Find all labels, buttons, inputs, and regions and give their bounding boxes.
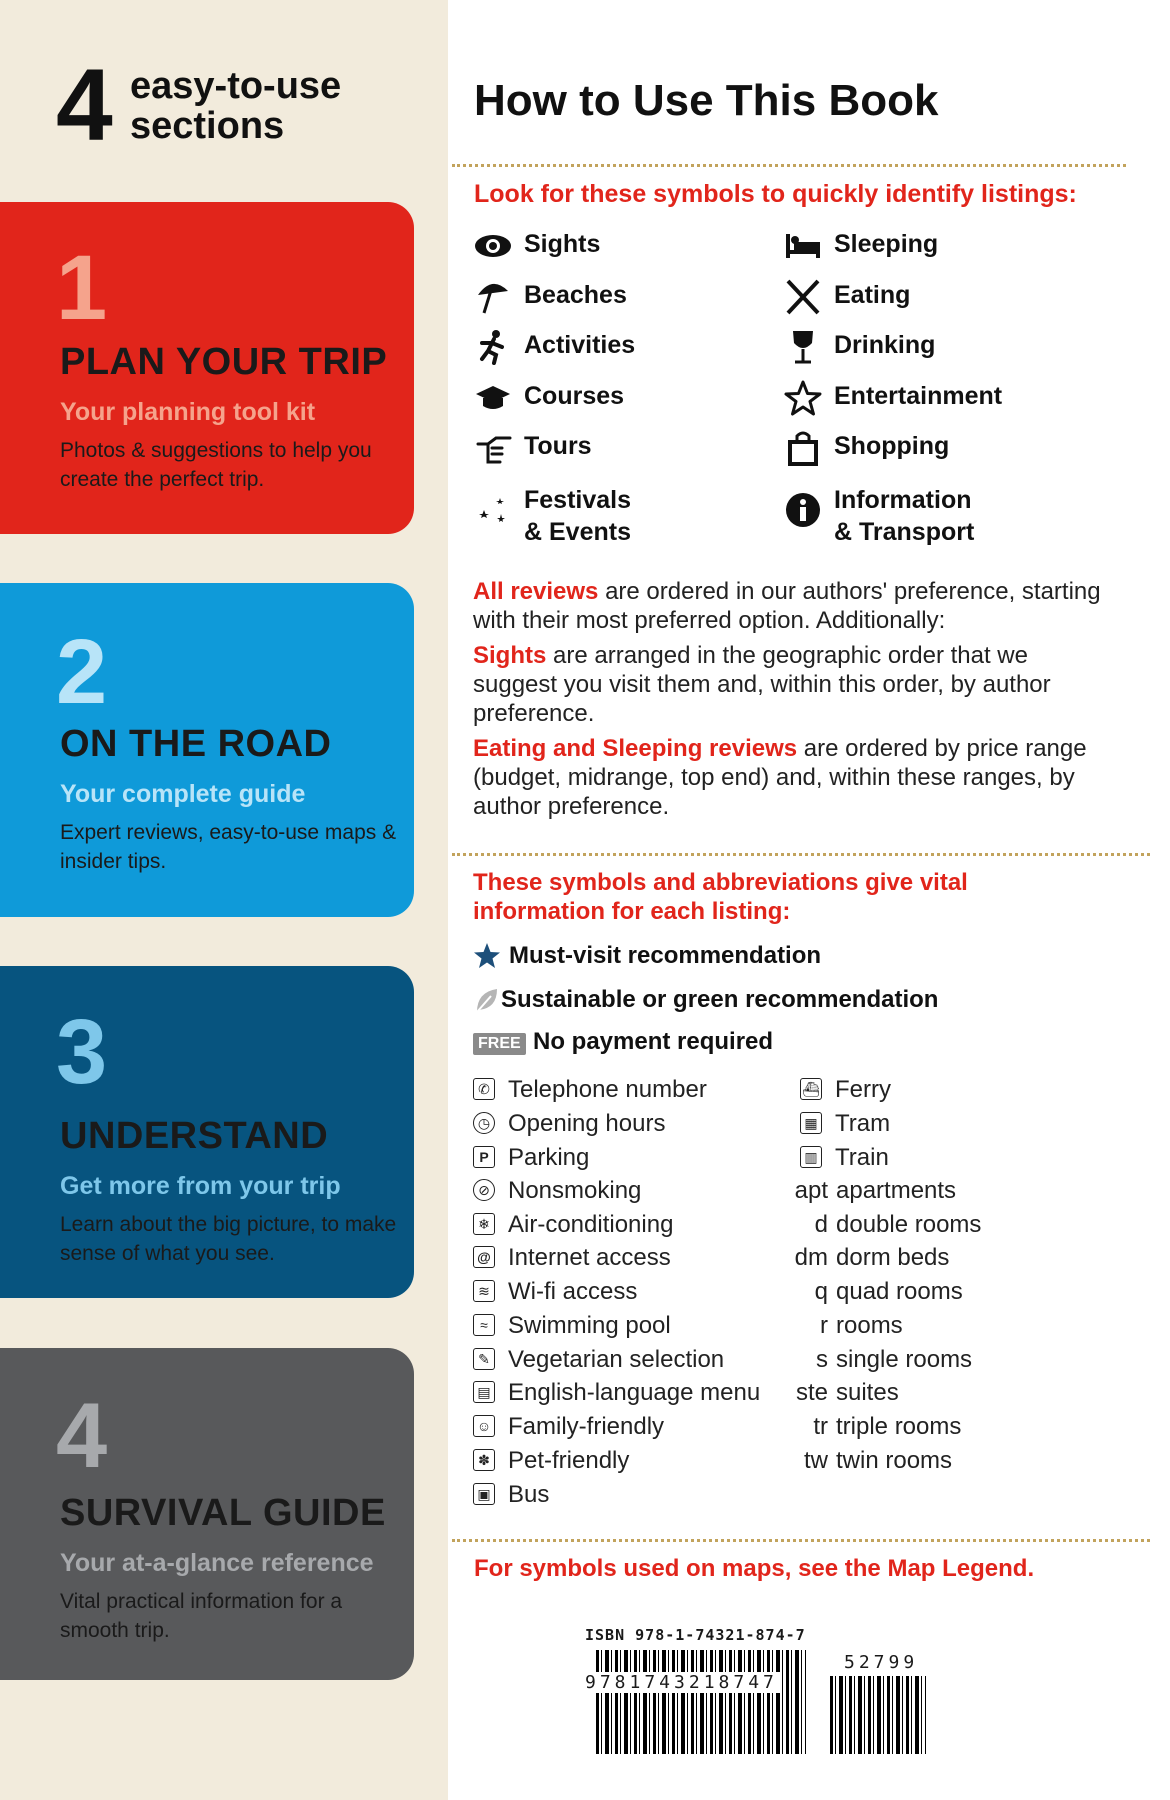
symbol-label: Tours bbox=[524, 432, 592, 460]
abbreviation: apt bbox=[794, 1177, 828, 1204]
abbreviation-meaning: quad rooms bbox=[836, 1278, 963, 1305]
abbreviation-meaning: single rooms bbox=[836, 1346, 973, 1373]
section-subtitle-road: Your complete guide bbox=[60, 780, 306, 808]
section-number-2: 2 bbox=[56, 621, 108, 723]
mortarboard-icon bbox=[474, 380, 512, 416]
vital-heading-line1: These symbols and abbreviations give vital bbox=[473, 869, 968, 896]
list-item-label: Ferry bbox=[835, 1076, 891, 1103]
abbreviation-meaning: dorm beds bbox=[836, 1244, 950, 1271]
section-subtitle-plan: Your planning tool kit bbox=[60, 398, 316, 426]
leaf-icon bbox=[473, 986, 501, 1014]
vital-label: Sustainable or green recommendation bbox=[501, 986, 939, 1013]
divider-3 bbox=[452, 1539, 1150, 1542]
at-sign-icon: @ bbox=[473, 1246, 495, 1268]
list-item-label: English-language menu bbox=[508, 1379, 761, 1406]
abbreviation-meaning: apartments bbox=[836, 1177, 957, 1204]
list-item-label: Tram bbox=[835, 1110, 891, 1137]
list-item-label: Opening hours bbox=[508, 1110, 666, 1137]
abbreviation-meaning: suites bbox=[836, 1379, 899, 1406]
info-icon bbox=[784, 492, 822, 528]
map-legend-note: For symbols used on maps, see the Map Legend. bbox=[474, 1555, 1035, 1582]
umbrella-icon bbox=[474, 279, 512, 315]
hero-text bbox=[130, 66, 341, 146]
vital-label: Must-visit recommendation bbox=[509, 942, 822, 969]
swimmer-icon: ≈ bbox=[473, 1314, 495, 1336]
list-item-label: Swimming pool bbox=[508, 1312, 671, 1339]
family-icon: ☺ bbox=[473, 1415, 495, 1437]
section-subtitle-survival: Your at-a-glance reference bbox=[60, 1549, 374, 1577]
vital-heading-line2: information for each listing: bbox=[473, 898, 791, 925]
free-badge: FREE bbox=[473, 1033, 526, 1055]
list-item-label: Parking bbox=[508, 1144, 590, 1171]
menu-icon: ▤ bbox=[473, 1381, 495, 1403]
list-item-label: Bus bbox=[508, 1481, 550, 1508]
eye-icon bbox=[474, 228, 512, 264]
shopping-bag-icon bbox=[784, 430, 822, 466]
hero-line-2: sections bbox=[130, 105, 285, 147]
symbol-label bbox=[524, 484, 631, 548]
hero-number: 4 bbox=[56, 48, 113, 162]
reviews-highlight: All reviews bbox=[473, 578, 599, 605]
page-title: How to Use This Book bbox=[474, 76, 939, 125]
abbreviation: q bbox=[814, 1278, 828, 1305]
list-item-label: Family-friendly bbox=[508, 1413, 665, 1440]
fireworks-icon bbox=[474, 492, 512, 528]
snowflake-icon: ❄ bbox=[473, 1213, 495, 1235]
parking-icon: P bbox=[473, 1146, 495, 1168]
wifi-icon: ≋ bbox=[473, 1280, 495, 1302]
symbols-heading: Look for these symbols to quickly identify listings: bbox=[474, 180, 1077, 208]
section-subtitle-understand: Get more from your trip bbox=[60, 1172, 341, 1200]
symbol-label: Entertainment bbox=[834, 382, 1003, 410]
abbreviation: dm bbox=[794, 1244, 828, 1271]
section-desc-survival: Vital practical information for a smooth trip. bbox=[60, 1590, 343, 1642]
reviews-text: are arranged in the geographic order that we suggest you visit them and, within this order, by author preference. bbox=[473, 642, 1051, 727]
abbreviation: r bbox=[820, 1312, 828, 1339]
star-outline-icon bbox=[784, 380, 822, 416]
barcode bbox=[596, 1650, 806, 1754]
section-title-understand: UNDERSTAND bbox=[60, 1115, 329, 1157]
reviews-paragraph-2 bbox=[473, 641, 1113, 728]
symbol-label-line1: Information bbox=[834, 486, 972, 514]
list-item-label: Pet-friendly bbox=[508, 1447, 630, 1474]
vital-heading bbox=[473, 868, 968, 926]
tram-icon: ▦ bbox=[800, 1112, 822, 1134]
list-item-label: Wi-fi access bbox=[508, 1278, 638, 1305]
abbreviation: d bbox=[814, 1211, 828, 1238]
reviews-paragraph-3 bbox=[473, 734, 1113, 821]
abbreviation-meaning: twin rooms bbox=[836, 1447, 953, 1474]
barcode-number: 9781743218747 bbox=[585, 1672, 778, 1693]
abbreviation: s bbox=[816, 1346, 828, 1373]
reviews-text: are ordered by price range (budget, midrange, top end) and, within these ranges, by author preference. bbox=[473, 735, 1087, 820]
abbreviation-meaning: double rooms bbox=[836, 1211, 982, 1238]
section-title-plan: PLAN YOUR TRIP bbox=[60, 341, 388, 383]
section-desc-understand: Learn about the big picture, to make sense of what you see. bbox=[60, 1213, 397, 1265]
symbol-label: Shopping bbox=[834, 432, 950, 460]
list-item-label: Vegetarian selection bbox=[508, 1346, 725, 1373]
pointing-hand-icon bbox=[474, 430, 512, 466]
symbol-label: Sights bbox=[524, 230, 601, 258]
abbreviation: ste bbox=[795, 1379, 828, 1406]
nonsmoking-icon: ⊘ bbox=[473, 1179, 495, 1201]
abbreviation: tr bbox=[813, 1413, 828, 1440]
reviews-paragraph-1 bbox=[473, 577, 1113, 635]
telephone-icon: ✆ bbox=[473, 1078, 495, 1100]
list-item-label: Train bbox=[835, 1144, 889, 1171]
abbreviation: tw bbox=[804, 1447, 828, 1474]
list-item-label: Telephone number bbox=[508, 1076, 707, 1103]
price-code: 52799 bbox=[844, 1652, 919, 1673]
ferry-icon: ⛴ bbox=[800, 1078, 822, 1100]
paw-icon: ✽ bbox=[473, 1449, 495, 1471]
vegetarian-icon: ✎ bbox=[473, 1348, 495, 1370]
vital-label: No payment required bbox=[533, 1028, 774, 1055]
cutlery-icon bbox=[784, 279, 822, 315]
symbol-label-line2: & Events bbox=[524, 518, 631, 546]
section-number-1: 1 bbox=[56, 237, 108, 339]
hero-heading bbox=[56, 48, 436, 162]
abbreviation-meaning: rooms bbox=[836, 1312, 903, 1339]
section-title-road: ON THE ROAD bbox=[60, 723, 332, 765]
section-number-3: 3 bbox=[56, 1001, 108, 1103]
symbol-label: Beaches bbox=[524, 281, 627, 309]
hero-line-1: easy-to-use bbox=[130, 65, 342, 107]
section-number-4: 4 bbox=[56, 1385, 108, 1487]
price-barcode bbox=[830, 1676, 926, 1754]
wine-glass-icon bbox=[784, 329, 822, 365]
symbol-label: Eating bbox=[834, 281, 911, 309]
runner-icon bbox=[474, 329, 512, 365]
reviews-highlight: Eating and Sleeping reviews bbox=[473, 735, 798, 762]
section-title-survival: SURVIVAL GUIDE bbox=[60, 1492, 386, 1534]
star-icon bbox=[473, 942, 501, 970]
section-desc-road: Expert reviews, easy-to-use maps & insider tips. bbox=[60, 821, 397, 873]
symbol-label bbox=[834, 484, 974, 548]
symbol-label: Activities bbox=[524, 331, 636, 359]
train-icon: ▥ bbox=[800, 1146, 822, 1168]
abbreviation-meaning: triple rooms bbox=[836, 1413, 962, 1440]
list-item-label: Internet access bbox=[508, 1244, 671, 1271]
list-item-label: Nonsmoking bbox=[508, 1177, 642, 1204]
divider-2 bbox=[452, 853, 1150, 856]
reviews-highlight: Sights bbox=[473, 642, 547, 669]
symbol-label-line2: & Transport bbox=[834, 518, 975, 546]
list-item-label: Air-conditioning bbox=[508, 1211, 674, 1238]
isbn-label: ISBN 978-1-74321-874-7 bbox=[585, 1626, 806, 1644]
symbol-label-line1: Festivals bbox=[524, 486, 632, 514]
symbol-label: Sleeping bbox=[834, 230, 939, 258]
divider-1 bbox=[452, 164, 1126, 167]
section-desc-plan: Photos & suggestions to help you create the perfect trip. bbox=[60, 439, 372, 491]
clock-icon: ◷ bbox=[473, 1112, 495, 1134]
symbol-label: Drinking bbox=[834, 331, 936, 359]
symbol-label: Courses bbox=[524, 382, 625, 410]
bed-icon bbox=[784, 228, 822, 264]
reviews-text: are ordered in our authors' preference, starting with their most preferred option. Additionally: bbox=[473, 578, 1101, 634]
bus-icon: ▣ bbox=[473, 1483, 495, 1505]
